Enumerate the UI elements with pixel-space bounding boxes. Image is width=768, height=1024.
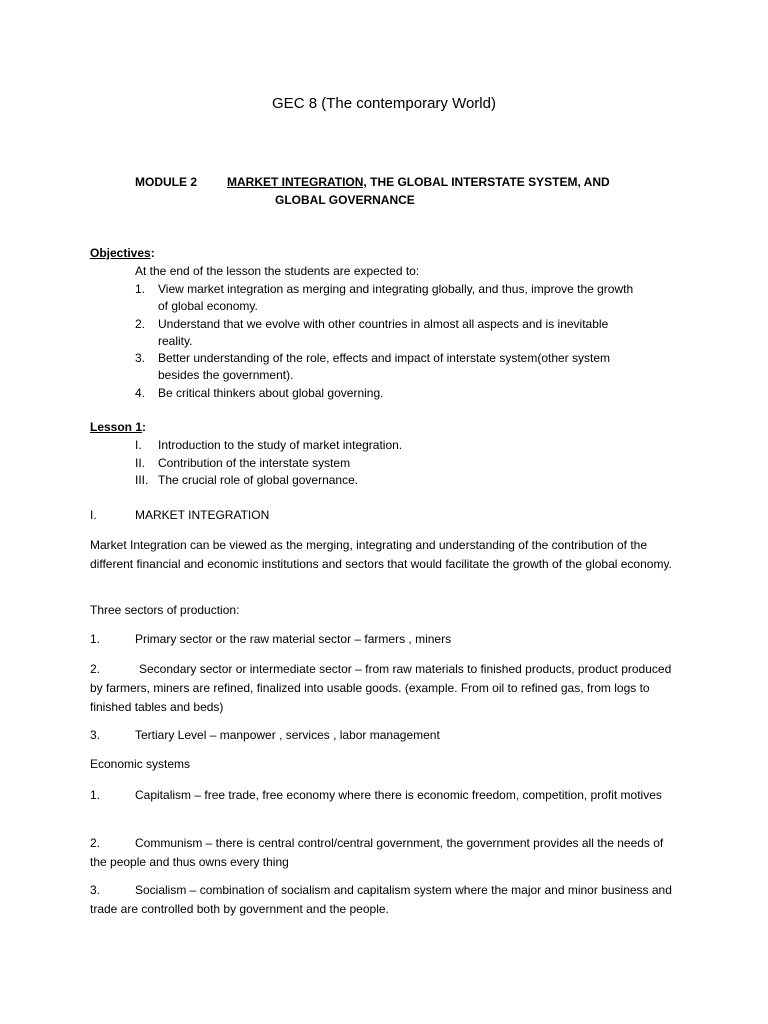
system-text: Socialism – combination of socialism and capitalism system where the major and minor business and trade are controlled both by government and the people.	[90, 883, 672, 916]
objective-number: 1.	[135, 282, 146, 296]
section-title: MARKET INTEGRATION	[135, 508, 270, 522]
system-number: 3.	[90, 883, 101, 897]
system-number: 2.	[90, 836, 101, 850]
sector-number: 1.	[90, 632, 101, 646]
module-heading-rest: THE GLOBAL INTERSTATE SYSTEM, AND	[366, 175, 610, 189]
lesson-item-text: Contribution of the interstate system	[158, 456, 351, 470]
objectives-label-text: Objectives	[90, 246, 151, 260]
lesson-label	[90, 420, 146, 434]
sector-number: 2.	[90, 662, 101, 676]
sector-text: Secondary sector or intermediate sector – from raw materials to finished products, product produced by farmers, miners are refined, finalized into usable goods. (example. From oil to refined gas, from logs to finished tables and beds)	[90, 662, 672, 714]
sector-item	[90, 660, 680, 717]
objective-text-cont: reality.	[158, 334, 193, 348]
module-number: MODULE 2	[135, 175, 198, 189]
lesson-label-text: Lesson 1	[90, 420, 143, 434]
system-number: 1.	[90, 788, 101, 802]
objective-number: 4.	[135, 386, 146, 400]
objective-text: Be critical thinkers about global governing.	[158, 386, 384, 400]
objectives-colon: :	[150, 246, 155, 260]
module-heading	[227, 175, 610, 189]
system-text: Communism – there is central control/central government, the government provides all the needs of the people and thus owns every thing	[90, 836, 664, 869]
document-title: GEC 8 (The contemporary World)	[272, 95, 496, 112]
module-heading-underlined: MARKET INTEGRATION,	[227, 175, 367, 189]
market-integration-paragraph: Market Integration can be viewed as the merging, integrating and understanding of the contribution of the different financial and economic institutions and sectors that would facilitate the growth of the global economy.	[90, 538, 672, 571]
objective-text-cont: besides the government).	[158, 368, 294, 382]
lesson-item-number: I.	[135, 438, 142, 452]
system-text: Capitalism – free trade, free economy where there is economic freedom, competition, profit motives	[135, 788, 662, 802]
objectives-intro: At the end of the lesson the students are expected to:	[135, 264, 420, 278]
sectors-heading: Three sectors of production:	[90, 603, 240, 617]
objective-number: 3.	[135, 351, 146, 365]
lesson-item-number: II.	[135, 456, 146, 470]
module-heading-line2: GLOBAL GOVERNANCE	[275, 193, 415, 207]
sector-text: Primary sector or the raw material sector – farmers , miners	[135, 632, 452, 646]
system-item	[90, 834, 680, 872]
objective-text-cont: of global economy.	[158, 299, 258, 313]
objective-number: 2.	[135, 317, 146, 331]
sector-number: 3.	[90, 728, 101, 742]
objective-text: Better understanding of the role, effects and impact of interstate system(other system	[158, 351, 611, 365]
sector-text: Tertiary Level – manpower , services , labor management	[135, 728, 440, 742]
lesson-item-number: III.	[135, 473, 149, 487]
systems-heading: Economic systems	[90, 757, 191, 771]
section-number: I.	[90, 508, 97, 522]
objective-text: View market integration as merging and integrating globally, and thus, improve the growth	[158, 282, 634, 296]
system-item	[90, 786, 680, 805]
lesson-item-text: Introduction to the study of market integration.	[158, 438, 403, 452]
lesson-colon: :	[142, 420, 147, 434]
system-item	[90, 881, 680, 919]
lesson-item-text: The crucial role of global governance.	[158, 473, 359, 487]
objectives-label	[90, 246, 155, 260]
objective-text: Understand that we evolve with other countries in almost all aspects and is inevitable	[158, 317, 609, 331]
